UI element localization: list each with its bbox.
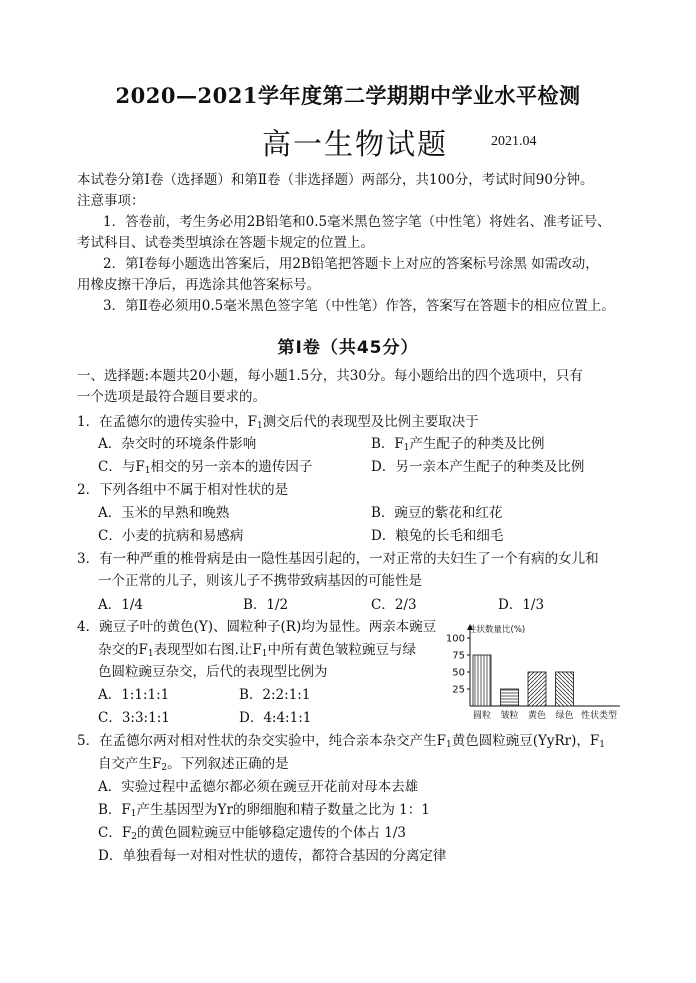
question-5-option-c: C．$F_2$的黄色圆粒豌豆中能够稳定遗传的个体占 1/3 [98, 825, 406, 842]
note-1-line-1: 1．答卷前，考生务必用2B铅笔和0.5毫米黑色签字笔（中性笔）将姓名、准考证号、 [103, 214, 611, 230]
notes-title: 注意事项： [77, 193, 145, 209]
question-4-option-d: D．4:4:1:1 [239, 710, 312, 726]
note-2-line-1: 2．第Ⅰ卷每小题选出答案后，用2B铅笔把答题卡上对应的答案标号涂黑 如需改动， [103, 256, 599, 272]
question-4-stem-line-1: 4．豌豆子叶的黄色(Y)、圆粒种子(R)均为显性。两亲本豌豆 [77, 619, 437, 635]
question-3-option-b: B．1/2 [243, 597, 289, 613]
exam-subject-title: 高一生物试题 [262, 127, 449, 161]
question-4-option-a: A．1:1:1:1 [98, 687, 170, 703]
question-3-option-d: D．1/3 [498, 597, 545, 613]
y-axis-label: 性状数量比(%) [468, 625, 526, 635]
question-4-option-c: C．3:3:1:1 [98, 710, 170, 726]
section-title: 第Ⅰ卷（共45分） [277, 338, 419, 358]
question-1-option-d: D．另一亲本产生配子的种类及比例 [371, 459, 585, 475]
question-5-stem-line-2: 自交产生$F_2$。下列叙述正确的是 [98, 756, 289, 773]
question-3-stem-line-2: 一个正常的儿子，则该儿子不携带致病基因的可能性是 [98, 573, 422, 589]
question-1-option-b: B．$F_1$产生配子的种类及比例 [371, 436, 545, 453]
x-tick-label: 皱粒 [500, 711, 519, 720]
y-tick-label: 100 [445, 633, 465, 645]
question-3-stem-line-1: 3．有一种严重的椎骨病是由一隐性基因引起的，一对正常的夫妇生了一个有病的女儿和 [77, 551, 599, 567]
y-tick-label: 25 [452, 684, 465, 696]
y-tick-label: 75 [452, 650, 465, 662]
question-4-stem-line-2: 杂交的$F_1$表现型如右图.让$F_1$中所有黄色皱粒豌豆与绿 [98, 642, 417, 659]
instructions-intro: 本试卷分第Ⅰ卷（选择题）和第Ⅱ卷（非选择题）两部分，共100分，考试时间90分钟。 [77, 172, 594, 188]
question-5-option-a: A．实验过程中孟德尔都必须在豌豆开花前对母本去雄 [98, 779, 419, 795]
question-1-stem: 1．在孟德尔的遗传实验中，$F_1$测交后代的表现型及比例主要取决于 [77, 414, 479, 431]
y-tick-label: 50 [452, 667, 465, 679]
question-3-option-a: A．1/4 [98, 597, 143, 613]
question-2-option-a: A．玉米的早熟和晚熟 [98, 505, 230, 521]
note-1-line-2: 考试科目、试卷类型填涂在答题卡规定的位置上。 [77, 235, 374, 251]
exam-date: 2021.04 [491, 134, 537, 149]
question-4-stem-line-3: 色圆粒豌豆杂交，后代的表现型比例为 [98, 664, 328, 680]
bar [473, 655, 491, 706]
note-2-line-2: 用橡皮擦干净后，再选涂其他答案标号。 [77, 277, 320, 293]
question-2-option-d: D．粮兔的长毛和细毛 [371, 528, 504, 544]
note-3: 3．第Ⅱ卷必须用0.5毫米黑色签字笔（中性笔）作答，答案写在答题卡的相应位置上。 [103, 298, 615, 314]
question-5-option-b: B．$F_1$产生基因型为Yr的卵细胞和精子数量之比为 1：1 [98, 802, 430, 819]
x-axis-label: 性状类型 [581, 711, 618, 720]
x-tick-label: 绿色 [555, 711, 574, 720]
question-5-stem-line-1: 5．在孟德尔两对相对性状的杂交实验中，纯合亲本杂交产生$F_1$黄色圆粒豌豆(YyRr)，$F_1$ [77, 733, 605, 750]
question-1-option-c: C．与$F_1$相交的另一亲本的遗传因子 [98, 459, 313, 476]
question-1-option-a: A．杂交时的环境条件影响 [98, 436, 257, 452]
question-5-option-d: D．单独看每一对相对性状的遗传，都符合基因的分离定律 [98, 848, 447, 864]
exam-header-title: 2020—2021学年度第二学期期中学业水平检测 [115, 83, 581, 108]
section-intro-line-1: 一、选择题:本题共20小题，每小题1.5分，共30分。每小题给出的四个选项中，只有 [77, 368, 583, 384]
phenotype-ratio-chart [438, 620, 628, 720]
bar [528, 672, 546, 706]
x-tick-label: 黄色 [527, 711, 547, 720]
x-tick-label: 圆粒 [472, 711, 492, 720]
question-2-option-c: C．小麦的抗病和易感病 [98, 528, 244, 544]
question-2-stem: 2．下列各组中不属于相对性状的是 [77, 482, 289, 498]
question-2-option-b: B．豌豆的紫花和红花 [371, 505, 503, 521]
question-3-option-c: C．2/3 [371, 597, 417, 613]
question-4-option-b: B．2:2:1:1 [239, 687, 311, 703]
section-intro-line-2: 一个选项是最符合题目要求的。 [77, 389, 266, 405]
bar [556, 672, 574, 706]
bar [501, 689, 519, 706]
